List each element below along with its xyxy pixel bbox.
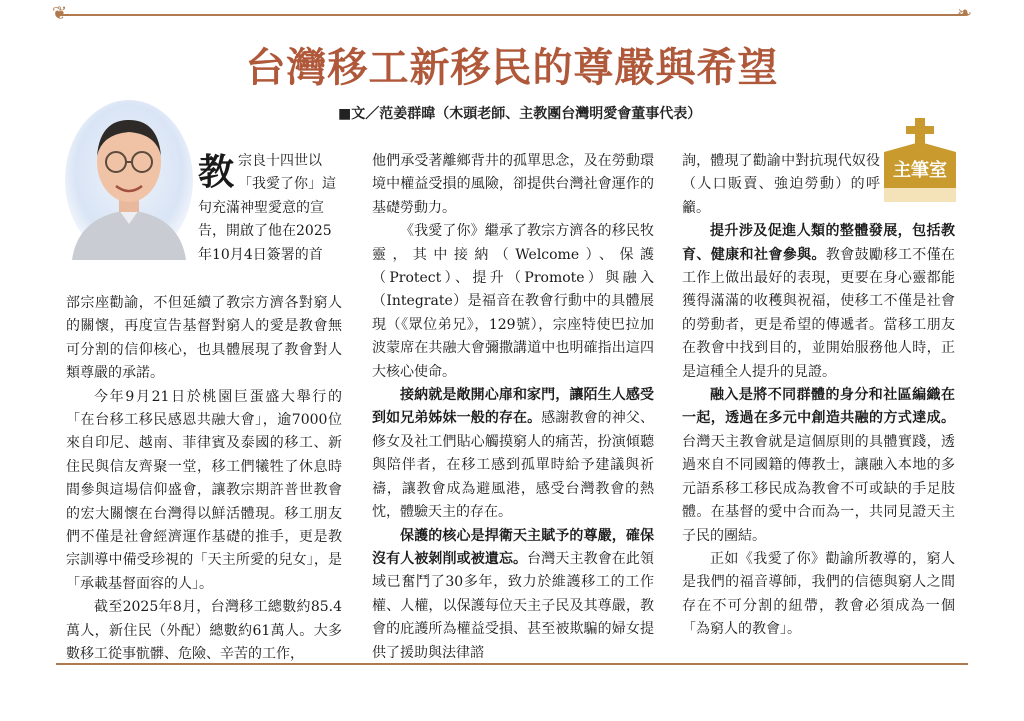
paragraph: 他們承受著離鄉背井的孤單思念，及在勞動環境中權益受損的風險，卻提供台灣社會運作的基礎勞動力。 <box>372 153 654 216</box>
paragraph-body: 感謝教會的神父、修女及社工們貼心觸摸窮人的痛苦，扮演傾聽與陪伴者，在移工感到孤單時給予建議與祈禱，讓教會成為避風港，感受台灣教會的熱忱，體驗天主的存在。 <box>372 410 655 521</box>
bold-lead: 融入是將不同群體的身分和社區編織在一起，透過在多元中創造共融的方式達成。 <box>682 387 955 427</box>
paragraph <box>372 384 654 524</box>
badge-text: 主筆室 <box>893 160 947 181</box>
paragraph-body: 教會鼓勵移工不僅在工作上做出最好的表現，更要在身心靈都能獲得滿滿的收穫與祝福，使移工不僅是社會的勞動者，更是希望的傳遞者。當移工朋友在教會中找到目的，並開始服務他人時，正是這種全人提升的見證。 <box>682 246 956 380</box>
bold-lead: 保護的核心是捍衛天主賦予的尊嚴，確保沒有人被剝削或被遺忘。 <box>372 527 654 567</box>
paragraph: 《我愛了你》繼承了教宗方濟各的移民牧靈，其中接納（Welcome）、保護（Protect）、提升（Promote）與融入（Integrate）是福音在教會行動中的具體展現（《眾位弟兄》，129號），宗座特使巴拉加波蒙席在共融大會彌撒講道中也明確指出這四大核心使命。 <box>372 223 654 380</box>
paragraph: 截至2025年8月，台灣移工總數約85.4萬人，新住民（外配）總數約61萬人。大多數移工從事骯髒、危險、辛苦的工作， <box>66 599 342 663</box>
author-photo <box>64 98 194 260</box>
paragraph-body: 台灣天主教會在此領域已奮鬥了30多年，致力於維護移工的工作權、人權，以保護每位天主子民及其尊嚴，教會的庇護所為權益受損、甚至被欺騙的婦女提供了援助與法律諮 <box>372 550 655 661</box>
dropcap: 教 <box>198 151 235 193</box>
paragraph <box>682 220 955 384</box>
paragraph: 今年9月21日於桃園巨蛋盛大舉行的「在台移工移民感恩共融大會」，逾7000位來自印尼、越南、菲律賓及泰國的移工、新住民與信友齊聚一堂，移工們犧牲了休息時間參與這場信仰盛會，讓教宗期許普世教會的宏大關懷在台灣得以鮮活體現。移工朋友們不僅是社會經濟運作基礎的推手，更是教宗訓導中備受珍視的「天主所愛的兒女」，是「承載基督面容的人」。 <box>66 388 342 592</box>
headline: 台灣移工新移民的尊嚴與希望 <box>245 45 779 91</box>
column-1 <box>66 292 342 667</box>
paragraph <box>682 384 955 548</box>
column-3 <box>682 150 955 642</box>
paragraph: 正如《我愛了你》勸諭所教導的，窮人是我們的福音導師，我們的信德與窮人之間存在不可分割的紐帶，教會必須成為一個「為窮人的教會」。 <box>682 550 955 638</box>
column-2 <box>372 150 654 665</box>
bold-lead: 提升涉及促進人類的整體發展，包括教育、健康和社會參與。 <box>682 223 955 263</box>
top-rule <box>60 14 964 16</box>
byline: ■文／范姜群暐（木頭老師、主教團台灣明愛會董事代表） <box>338 106 702 122</box>
bold-lead: 接納就是敞開心扉和家門，讓陌生人感受到如兄弟姊妹一般的存在。 <box>372 387 654 427</box>
bottom-rule <box>56 663 968 665</box>
paragraph-body: 台灣天主教會就是這個原則的具體實踐，透過來自不同國籍的傳教士，讓融入本地的多元語系移工移民成為教會不可或缺的手足肢體。在基督的愛中合而為一，共同見證天主子民的團結。 <box>682 433 955 544</box>
lead-text: 宗良十四世以「我愛了你」這句充滿神聖愛意的宣告，開啟了他在2025年10月4日簽署的首 <box>198 153 337 263</box>
paragraph: 詢，體現了勸諭中對抗現代奴役（人口販賣、強迫勞動）的呼籲。 <box>682 153 880 216</box>
paragraph <box>372 525 654 665</box>
paragraph: 部宗座勸諭，不但延續了教宗方濟各對窮人的關懷，再度宣告基督對窮人的愛是教會無可分割的信仰核心，也具體展現了教會對人類尊嚴的承諾。 <box>66 295 342 382</box>
ornament-right-icon: ❧ <box>956 3 972 24</box>
ornament-left-icon: ❦ <box>52 3 68 24</box>
column-1-lead <box>198 150 344 267</box>
